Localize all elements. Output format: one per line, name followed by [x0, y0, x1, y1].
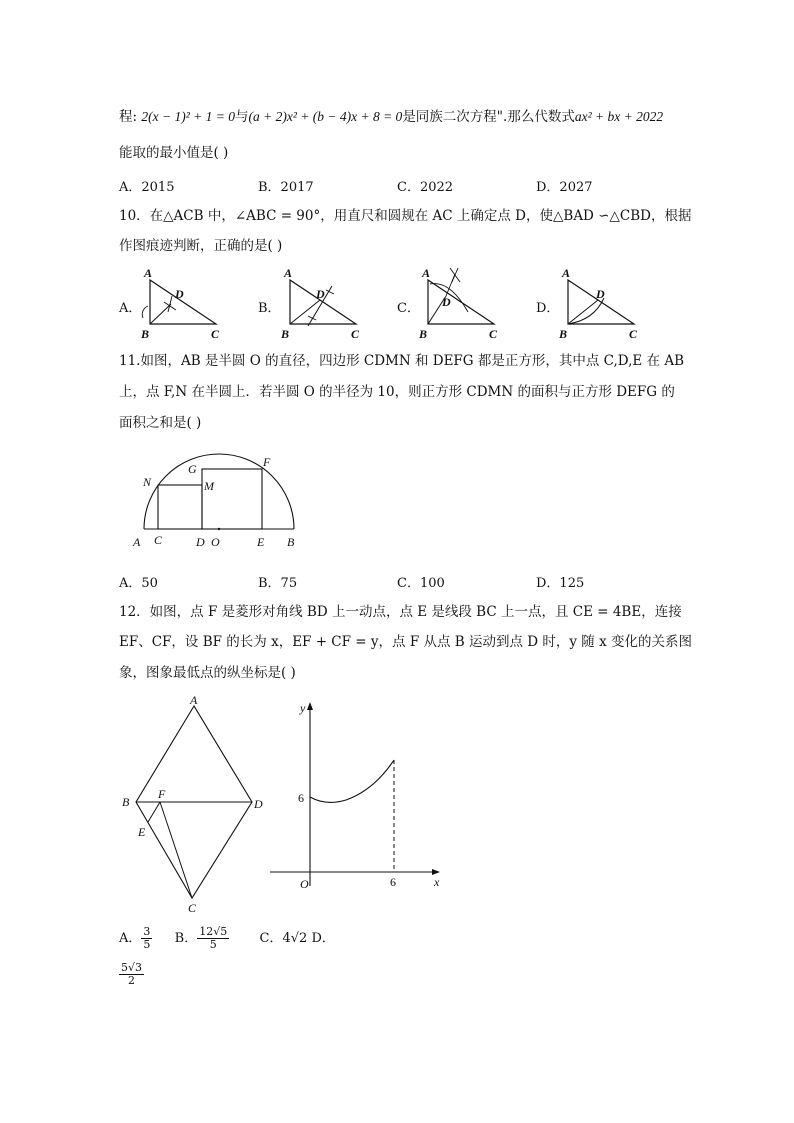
label-d: D [254, 797, 263, 811]
q9-option-a: A．2015 [119, 180, 175, 195]
q12-line1: 12．如图，点 F 是菱形对角线 BD 上一动点，点 E 是线段 BC 上一点，且 CE = 4BE，连接 [119, 604, 682, 620]
q9-option-d: D．2027 [536, 180, 593, 195]
q12-option-b-label: B． [174, 931, 198, 946]
tick-label-x6: 6 [390, 875, 396, 889]
label-b: B [122, 795, 130, 809]
q12-graph [266, 696, 448, 896]
q12-rhombus-figure [118, 694, 274, 916]
label-d: D [196, 535, 205, 549]
cross-mark-2 [168, 296, 172, 312]
label-b: B [287, 535, 295, 549]
square-defg [202, 469, 262, 529]
frac-numerator: 5√3 [121, 961, 143, 974]
label-d: D [175, 287, 184, 301]
q12-line3: 象，图象最低点的纵坐标是( ) [119, 665, 296, 681]
label-d: D [442, 295, 451, 309]
label-c: C [629, 327, 638, 341]
q10-line1: 10．在△ACB 中，∠ABC = 90°，用直尺和圆规在 AC 上确定点 D，使△BAD ∽△CBD，根据 [119, 208, 692, 224]
label-o: O [211, 535, 220, 549]
center-o [218, 528, 220, 530]
label-n: N [143, 475, 152, 489]
label-f: F [263, 455, 271, 469]
label-e: E [138, 825, 146, 839]
q9-option-c: C．2022 [397, 180, 454, 195]
q9-line1 [119, 108, 663, 126]
q12-line2: EF、CF，设 BF 的长为 x，EF + CF = y，点 F 从点 B 运动到点 D 时，y 随 x 变化的关系图 [119, 634, 692, 650]
curve-y [310, 760, 394, 802]
q11-option-d: D．125 [536, 576, 585, 591]
q9-line2: 能取的最小值是( ) [119, 145, 229, 161]
q11-option-a: A．50 [119, 576, 158, 591]
label-g: G [188, 462, 197, 476]
q10-option-a-label: A． [119, 301, 142, 316]
axis-label-y: y [300, 701, 306, 715]
q10-option-c-label: C． [397, 301, 420, 316]
q10-figure-d [556, 266, 648, 342]
q9-eq2: (a + 2)x² + (b − 4)x + 8 = 0 [248, 109, 403, 124]
label-b: B [419, 327, 428, 341]
label-a: A [422, 266, 431, 280]
frac-numerator: 12√5 [199, 925, 228, 938]
q10-figure-b [278, 266, 370, 342]
q10-figure-c [416, 266, 508, 342]
segment-cf [160, 802, 192, 898]
label-f: F [158, 787, 166, 801]
q11-line1: 11.如图，AB 是半圆 O 的直径，四边形 CDMN 和 DEFG 都是正方形，其中点 C,D,E 在 AB [119, 353, 685, 369]
segment-bd [290, 300, 320, 324]
q12-option-d-fraction [119, 962, 144, 987]
label-a: A [190, 694, 198, 707]
label-b: B [141, 327, 150, 341]
origin-label: O [300, 877, 309, 891]
label-c: C [489, 327, 498, 341]
q9-option-b: B．2017 [258, 180, 314, 195]
q11-option-b: B．75 [258, 576, 298, 591]
label-b: B [559, 327, 568, 341]
frac-numerator: 3 [143, 925, 151, 938]
arc-mark [142, 306, 148, 318]
label-m: M [204, 479, 214, 493]
segment-bd [150, 304, 171, 324]
triangle-abc [428, 280, 494, 324]
label-c: C [154, 533, 163, 547]
q9-expr: ax² + bx + 2022 [574, 109, 664, 124]
q12-option-c: C．4√2 [259, 931, 308, 946]
q11-figure [130, 450, 310, 552]
q9-conj: 与 [234, 109, 249, 125]
q12-options [119, 926, 335, 951]
label-e: E [257, 535, 265, 549]
label-c: C [188, 901, 197, 915]
semicircle [144, 454, 294, 529]
q12-option-a-fraction [141, 926, 152, 951]
tick-label-y6: 6 [298, 791, 304, 805]
q10-option-b-label: B． [258, 301, 281, 316]
q12-option-a-label: A． [119, 931, 142, 946]
q12-option-d-value [119, 962, 144, 987]
q10-option-d-label: D． [536, 301, 560, 316]
q11-line3: 面积之和是( ) [119, 415, 202, 431]
segment-ef [148, 802, 160, 822]
label-a: A [144, 266, 153, 280]
label-d: D [596, 287, 605, 301]
q12-option-b-fraction [197, 926, 229, 951]
label-d: D [316, 287, 325, 301]
label-c: C [351, 327, 360, 341]
label-a: A [133, 535, 141, 549]
label-b: B [281, 327, 290, 341]
label-a: A [284, 266, 293, 280]
q11-option-c: C．100 [397, 576, 445, 591]
q9-eq1: 2(x − 1)² + 1 = 0 [141, 109, 235, 124]
q9-suffix: 是同族二次方程".那么代数式 [402, 109, 575, 125]
q10-figure-a [138, 266, 228, 342]
q9-prefix: 程: [119, 109, 138, 125]
y-axis-arrow [307, 702, 313, 710]
label-a: A [562, 266, 571, 280]
frac-denominator: 5 [143, 938, 151, 951]
q10-line2: 作图痕迹判断，正确的是( ) [119, 238, 283, 254]
label-c: C [211, 327, 220, 341]
frac-denominator: 2 [128, 974, 135, 987]
frac-denominator: 5 [209, 938, 217, 951]
axis-label-x: x [434, 875, 440, 889]
q11-line2: 上，点 F,N 在半圆上．若半圆 O 的半径为 10，则正方形 CDMN 的面积与正方形 DEFG 的 [119, 384, 675, 400]
square-cdmn [158, 485, 202, 529]
q12-option-d-label: D． [311, 931, 335, 946]
